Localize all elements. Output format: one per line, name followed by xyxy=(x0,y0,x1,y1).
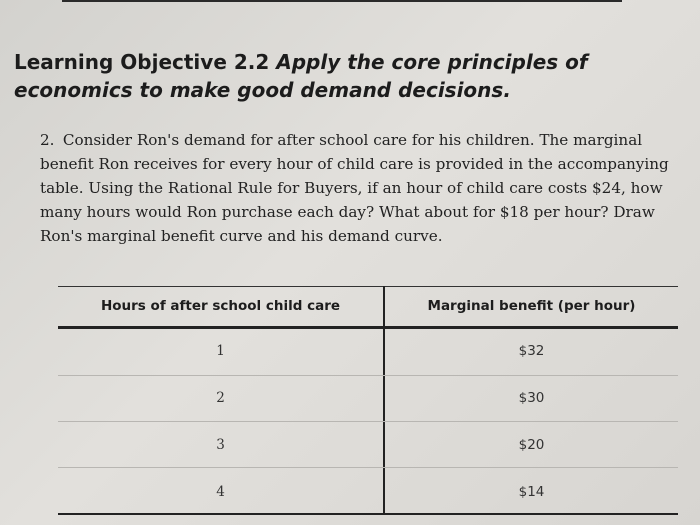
table-bottom-rule xyxy=(58,513,678,515)
learning-objective-heading xyxy=(14,48,684,104)
question-text: Consider Ron's demand for after school care for his children. The marginal benefit Ron receives for every hour of child care is provided in the accompanying table. Using the Rational Rule for Buyers, if an hour of child care costs $24, how many hours would Ron purchase each day? What about for $18 per hour? Draw Ron's marginal benefit curve and his demand curve. xyxy=(40,131,669,245)
table-cell-hours: 2 xyxy=(216,390,225,406)
column-header-hours: Hours of after school child care xyxy=(100,298,341,314)
marginal-benefit-table xyxy=(58,286,678,522)
learning-objective-title: Apply the core principles of economics to make good demand decisions. xyxy=(14,50,588,102)
table-cell-hours: 3 xyxy=(216,437,225,453)
table-header-rule xyxy=(58,326,678,329)
column-header-benefit: Marginal benefit (per hour) xyxy=(427,298,636,314)
table-cell-benefit: $20 xyxy=(518,437,545,453)
table-cell-benefit: $14 xyxy=(518,484,545,500)
row-divider xyxy=(58,421,678,422)
table-cell-benefit: $32 xyxy=(518,343,545,359)
top-divider xyxy=(62,0,622,2)
row-divider xyxy=(58,467,678,468)
row-divider xyxy=(58,375,678,376)
table-top-rule xyxy=(58,286,678,287)
table-cell-benefit: $30 xyxy=(518,390,545,406)
question-block xyxy=(40,128,680,248)
table-cell-hours: 1 xyxy=(216,343,225,359)
question-number: 2. xyxy=(40,131,55,149)
learning-objective-label: Learning Objective 2.2 xyxy=(14,50,270,74)
table-cell-hours: 4 xyxy=(216,484,225,500)
